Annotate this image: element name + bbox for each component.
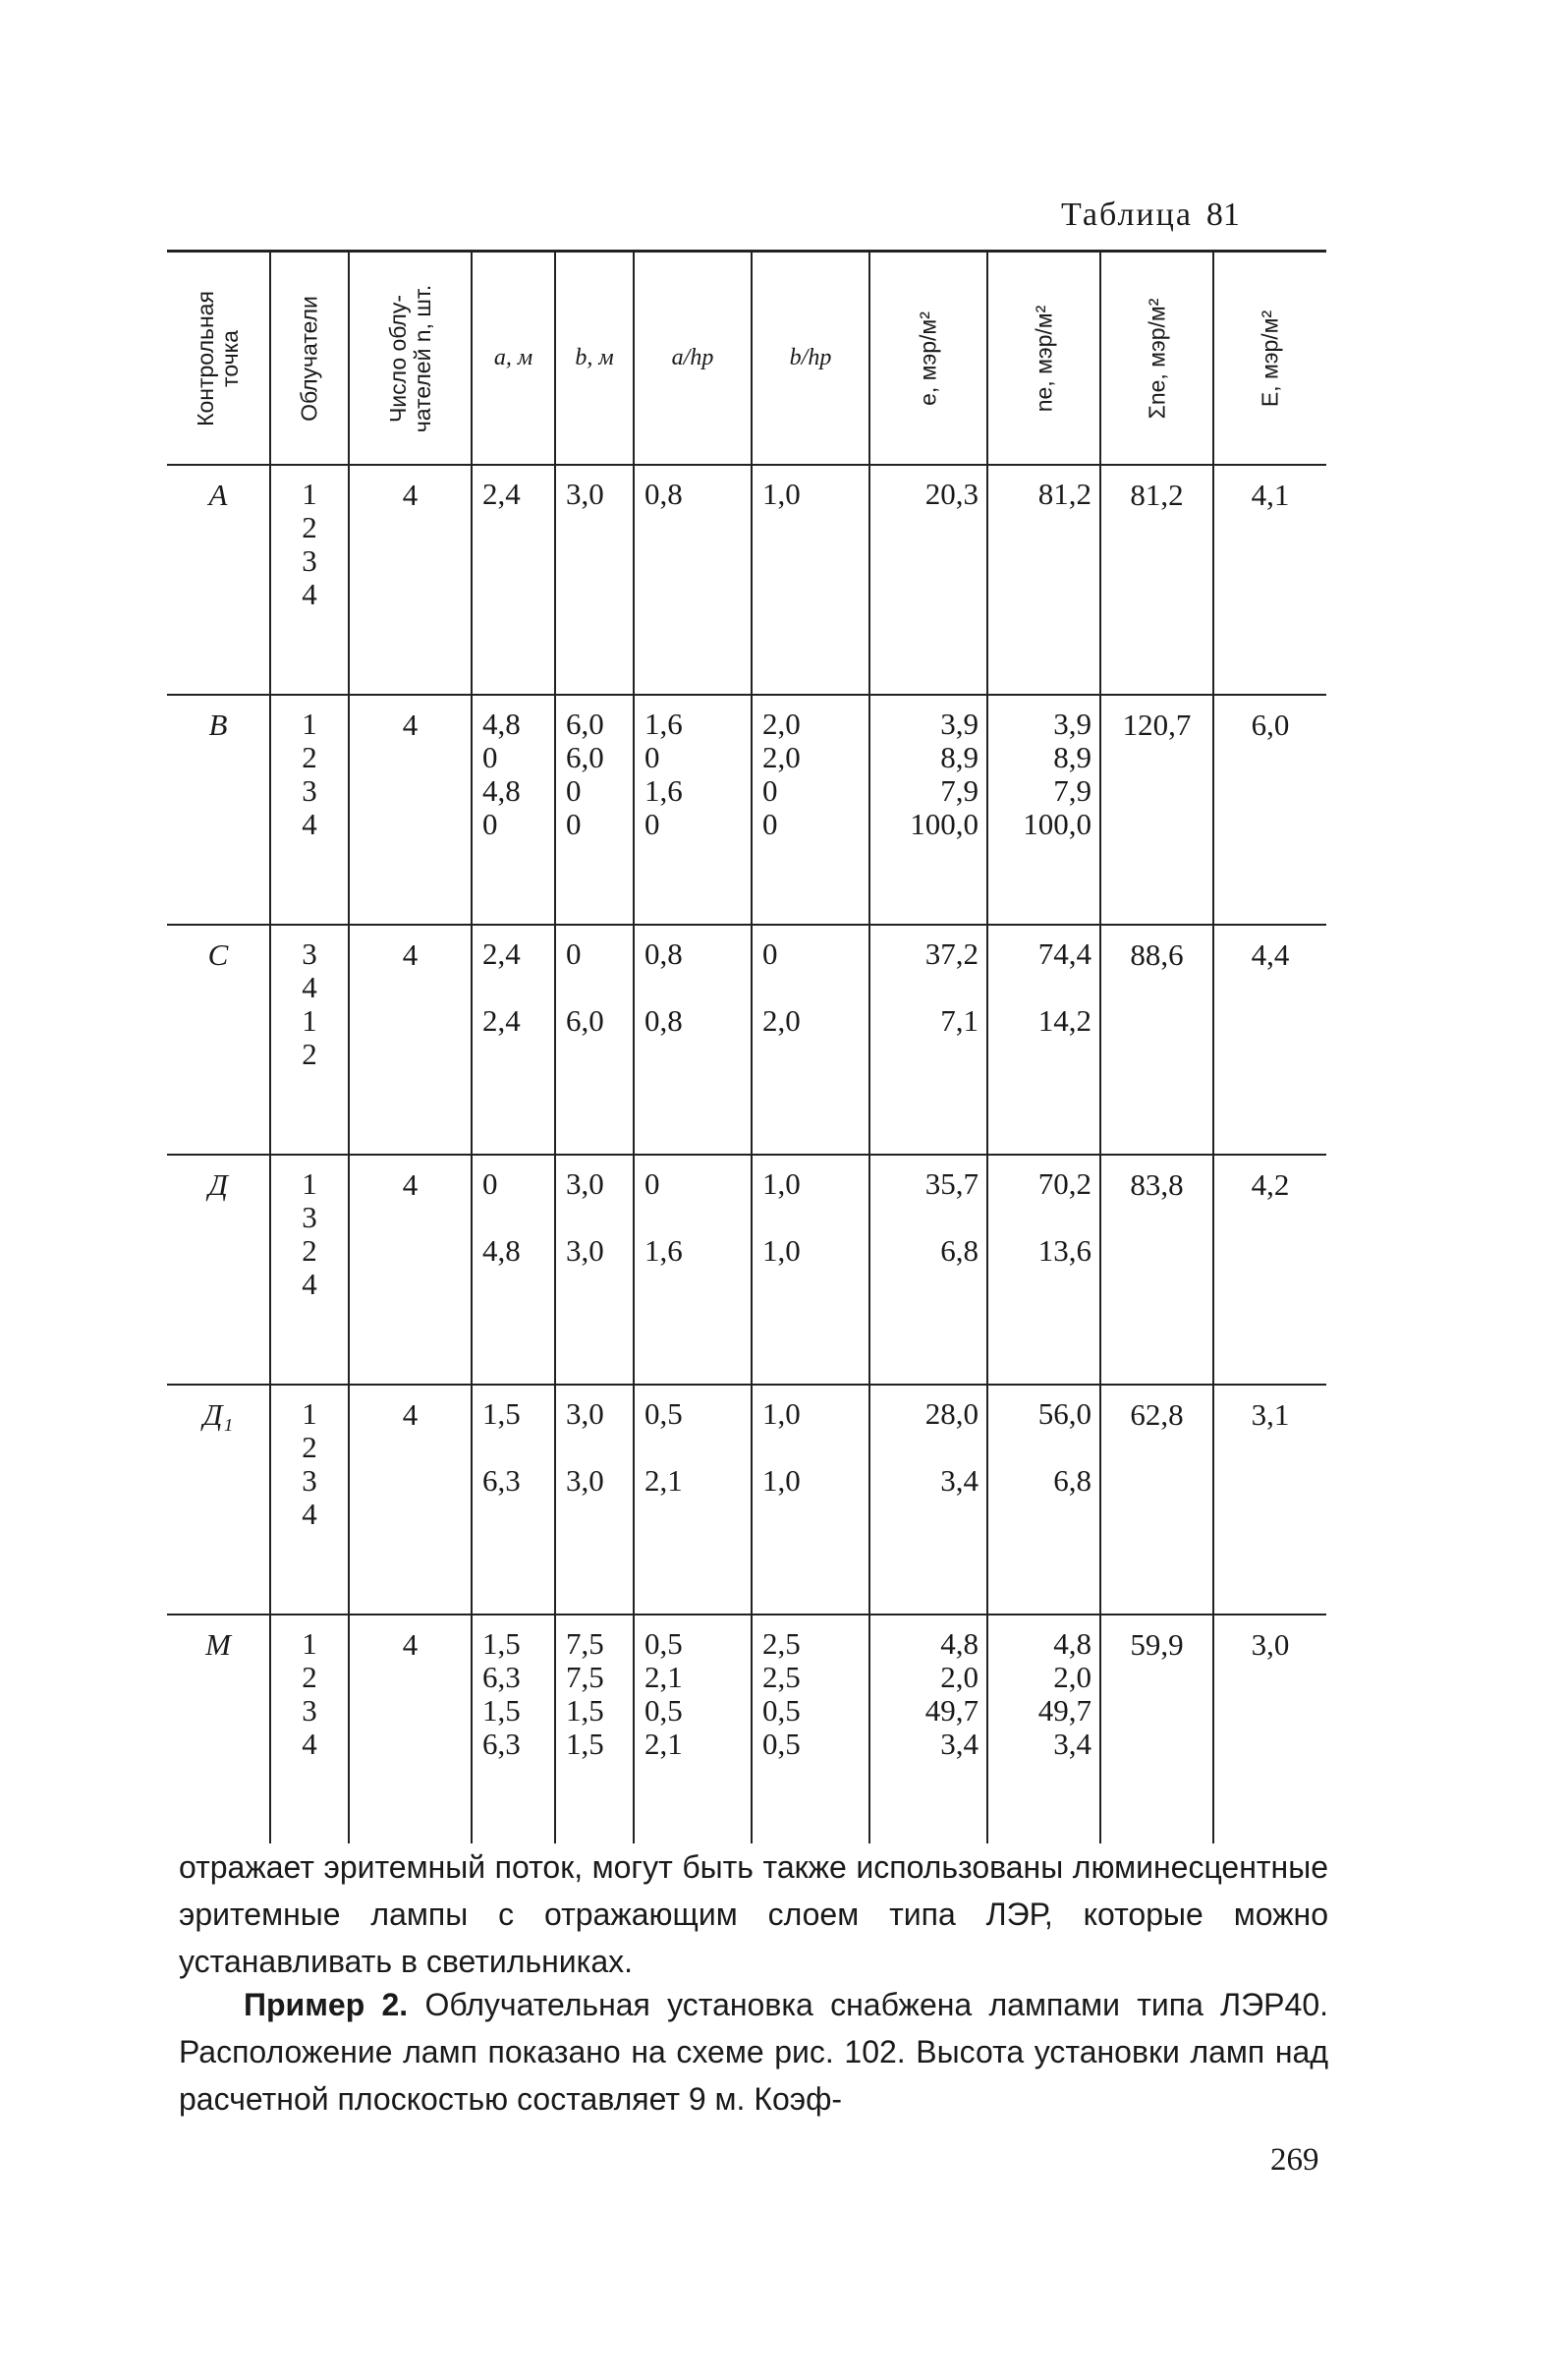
cell-a [472, 1615, 555, 1843]
cell-E: 3,0 [1213, 1615, 1326, 1843]
cell-ne [987, 1615, 1100, 1843]
header-control-point: Контрольная точка [167, 252, 270, 466]
paragraph-2 [179, 1981, 1328, 2123]
table-caption [1061, 197, 1240, 234]
header-E: E, мэр/м² [1213, 252, 1326, 466]
cell-value: 7,5 [566, 1660, 604, 1694]
cell-value: 0 [566, 807, 582, 841]
header-a: a, м [472, 252, 555, 466]
cell-value: 4 [302, 970, 317, 1004]
table-row [167, 1385, 1326, 1615]
cell-control-point: C [167, 925, 270, 1155]
cell-value: 20,3 [924, 477, 979, 511]
cell-value: 49,7 [924, 1693, 979, 1728]
cell-b [555, 1155, 634, 1385]
cell-value: 2 [302, 510, 317, 544]
cell-value: 2,4 [482, 477, 521, 511]
data-table [167, 250, 1326, 1843]
cell-count: 4 [349, 465, 472, 695]
cell-value: 1 [302, 1396, 317, 1431]
cell-value: 0 [762, 807, 778, 841]
cell-value: 2,1 [644, 1727, 683, 1761]
cell-b [555, 1385, 634, 1615]
cell-e [869, 465, 987, 695]
cell-a [472, 465, 555, 695]
cell-value: 1 [302, 477, 317, 511]
cell-value: 0,5 [762, 1727, 801, 1761]
header-irradiators: Облучатели [270, 252, 349, 466]
cell-value: 2,0 [940, 1660, 979, 1694]
cell-value: 3 [302, 1463, 317, 1498]
cell-value: 2,0 [762, 707, 801, 741]
cell-value: 1,5 [482, 1626, 521, 1661]
cell-value: 2 [302, 1430, 317, 1464]
cell-value: 0 [644, 807, 660, 841]
cell-value: 2,0 [1053, 1660, 1091, 1694]
header-b: b, м [555, 252, 634, 466]
cell-value: 6,8 [940, 1233, 979, 1268]
cell-a-hp [634, 1615, 752, 1843]
cell-value: 1,6 [644, 1233, 683, 1268]
cell-value: 1,0 [762, 1166, 801, 1201]
cell-control-point: Д [167, 1155, 270, 1385]
cell-value: 100,0 [910, 807, 979, 841]
cell-b-hp [752, 1615, 869, 1843]
cell-value: 7,9 [1053, 773, 1091, 808]
cell-count: 4 [349, 925, 472, 1155]
cell-ne [987, 1155, 1100, 1385]
cell-value: 0,8 [644, 477, 683, 511]
cell-E: 4,2 [1213, 1155, 1326, 1385]
cell-sum-ne: 120,7 [1100, 695, 1213, 925]
cell-a-hp [634, 1385, 752, 1615]
cell-E: 6,0 [1213, 695, 1326, 925]
cell-value: 37,2 [924, 936, 979, 971]
cell-value: 2,0 [762, 1003, 801, 1038]
cell-a [472, 695, 555, 925]
cell-control-point: B [167, 695, 270, 925]
cell-value: 56,0 [1037, 1396, 1091, 1431]
cell-control-point: A [167, 465, 270, 695]
paragraph-2-text: Облучательная установка снабжена лампами типа ЛЭР40. Расположение ламп показано на схеме рис. 102. Высота установки ламп над расчетной плоскостью составляет 9 м. Коэф- [179, 1987, 1329, 2117]
header-sum-ne: Σne, мэр/м² [1100, 252, 1213, 466]
cell-value: 0 [644, 740, 660, 774]
cell-value: 4 [302, 577, 317, 611]
cell-value: 70,2 [1037, 1166, 1091, 1201]
cell-a-hp [634, 1155, 752, 1385]
cell-value: 2,1 [644, 1463, 683, 1498]
cell-value: 3,0 [566, 1233, 604, 1268]
cell-e [869, 695, 987, 925]
cell-b [555, 1615, 634, 1843]
cell-e [869, 925, 987, 1155]
cell-sum-ne: 81,2 [1100, 465, 1213, 695]
cell-value: 1,6 [644, 773, 683, 808]
cell-value: 49,7 [1037, 1693, 1091, 1728]
cell-a [472, 1385, 555, 1615]
cell-value: 14,2 [1037, 1003, 1091, 1038]
cell-value: 0,5 [644, 1396, 683, 1431]
cell-value: 3 [302, 1693, 317, 1728]
cell-E: 4,4 [1213, 925, 1326, 1155]
cell-value: 2 [302, 1037, 317, 1071]
cell-b-hp [752, 925, 869, 1155]
cell-a-hp [634, 465, 752, 695]
cell-value: 4,8 [940, 1626, 979, 1661]
cell-b-hp [752, 695, 869, 925]
cell-a [472, 925, 555, 1155]
cell-value: 3 [302, 1200, 317, 1234]
cell-value: 2,4 [482, 1003, 521, 1038]
cell-sum-ne: 88,6 [1100, 925, 1213, 1155]
cell-value: 4 [302, 1497, 317, 1531]
cell-e [869, 1385, 987, 1615]
cell-value: 8,9 [940, 740, 979, 774]
table-row [167, 1155, 1326, 1385]
cell-value: 1,5 [566, 1693, 604, 1728]
cell-value: 2,4 [482, 936, 521, 971]
cell-value: 3 [302, 773, 317, 808]
cell-sum-ne: 59,9 [1100, 1615, 1213, 1843]
table-row [167, 925, 1326, 1155]
cell-count: 4 [349, 1155, 472, 1385]
cell-control-point: Д₁ [167, 1385, 270, 1615]
cell-sum-ne: 62,8 [1100, 1385, 1213, 1615]
cell-b-hp [752, 1155, 869, 1385]
cell-irradiators [270, 695, 349, 925]
cell-value: 3,0 [566, 1396, 604, 1431]
cell-value: 4,8 [482, 1233, 521, 1268]
cell-value: 35,7 [924, 1166, 979, 1201]
header-ne: ne, мэр/м² [987, 252, 1100, 466]
table-row [167, 1615, 1326, 1843]
cell-value: 0 [762, 773, 778, 808]
cell-irradiators [270, 465, 349, 695]
cell-value: 4,8 [482, 707, 521, 741]
cell-value: 81,2 [1037, 477, 1091, 511]
cell-value: 2,5 [762, 1626, 801, 1661]
cell-a-hp [634, 925, 752, 1155]
cell-value: 3,0 [566, 477, 604, 511]
cell-value: 1,6 [644, 707, 683, 741]
cell-value: 0 [482, 1166, 498, 1201]
cell-ne [987, 695, 1100, 925]
table-caption-number: 81 [1205, 197, 1240, 233]
cell-value: 6,0 [566, 740, 604, 774]
cell-b [555, 465, 634, 695]
cell-irradiators [270, 925, 349, 1155]
cell-value: 2,5 [762, 1660, 801, 1694]
table-header-row [167, 252, 1326, 466]
cell-value: 6,3 [482, 1463, 521, 1498]
cell-value: 6,0 [566, 1003, 604, 1038]
cell-value: 0,8 [644, 1003, 683, 1038]
cell-value: 4,8 [1053, 1626, 1091, 1661]
cell-value: 6,3 [482, 1660, 521, 1694]
cell-value: 7,5 [566, 1626, 604, 1661]
cell-count: 4 [349, 1385, 472, 1615]
cell-a [472, 1155, 555, 1385]
cell-value: 3,4 [1053, 1727, 1091, 1761]
cell-value: 4 [302, 807, 317, 841]
cell-value: 0 [644, 1166, 660, 1201]
cell-value: 2 [302, 740, 317, 774]
cell-value: 6,3 [482, 1727, 521, 1761]
cell-value: 7,1 [940, 1003, 979, 1038]
cell-b [555, 925, 634, 1155]
page-number: 269 [1270, 2142, 1319, 2178]
table-row [167, 465, 1326, 695]
cell-irradiators [270, 1615, 349, 1843]
cell-control-point: M [167, 1615, 270, 1843]
cell-value: 100,0 [1023, 807, 1091, 841]
table-caption-label: Таблица [1061, 197, 1193, 233]
cell-ne [987, 1385, 1100, 1615]
cell-value: 1,0 [762, 1396, 801, 1431]
cell-value: 6,0 [566, 707, 604, 741]
cell-value: 2,0 [762, 740, 801, 774]
cell-value: 2,1 [644, 1660, 683, 1694]
header-e: e, мэр/м² [869, 252, 987, 466]
cell-value: 7,9 [940, 773, 979, 808]
cell-b [555, 695, 634, 925]
cell-value: 0 [482, 807, 498, 841]
cell-value: 4 [302, 1727, 317, 1761]
cell-value: 1 [302, 707, 317, 741]
cell-value: 1 [302, 1626, 317, 1661]
paragraph-1: отражает эритемный поток, могут быть также использованы люминесцентные эритемные лампы с отражающим слоем типа ЛЭР, которые можно устанавливать в светильниках. [179, 1849, 1328, 1979]
cell-value: 13,6 [1037, 1233, 1091, 1268]
cell-value: 1,5 [482, 1693, 521, 1728]
table-row [167, 695, 1326, 925]
cell-value: 1,5 [566, 1727, 604, 1761]
cell-value: 1 [302, 1166, 317, 1201]
cell-irradiators [270, 1385, 349, 1615]
cell-value: 3,4 [940, 1727, 979, 1761]
cell-value: 0 [762, 936, 778, 971]
cell-a-hp [634, 695, 752, 925]
cell-count: 4 [349, 695, 472, 925]
cell-value: 1,0 [762, 1233, 801, 1268]
header-b-hp: b/hр [752, 252, 869, 466]
cell-value: 6,8 [1053, 1463, 1091, 1498]
cell-value: 8,9 [1053, 740, 1091, 774]
cell-ne [987, 465, 1100, 695]
cell-value: 2 [302, 1660, 317, 1694]
cell-value: 4 [302, 1267, 317, 1301]
header-a-hp: a/hp [634, 252, 752, 466]
cell-irradiators [270, 1155, 349, 1385]
cell-value: 3,9 [940, 707, 979, 741]
cell-value: 3 [302, 936, 317, 971]
cell-b-hp [752, 1385, 869, 1615]
cell-value: 0,8 [644, 936, 683, 971]
example-label: Пример 2. [244, 1987, 409, 2022]
cell-value: 3 [302, 543, 317, 578]
cell-value: 0,5 [762, 1693, 801, 1728]
cell-value: 0,5 [644, 1693, 683, 1728]
cell-ne [987, 925, 1100, 1155]
cell-e [869, 1615, 987, 1843]
header-irradiator-count: Число облу- чателей n, шт. [349, 252, 472, 466]
cell-value: 3,0 [566, 1166, 604, 1201]
cell-value: 2 [302, 1233, 317, 1268]
cell-sum-ne: 83,8 [1100, 1155, 1213, 1385]
cell-E: 4,1 [1213, 465, 1326, 695]
cell-value: 1,5 [482, 1396, 521, 1431]
cell-E: 3,1 [1213, 1385, 1326, 1615]
cell-value: 4,8 [482, 773, 521, 808]
cell-value: 1 [302, 1003, 317, 1038]
cell-b-hp [752, 465, 869, 695]
cell-value: 1,0 [762, 477, 801, 511]
cell-value: 0 [566, 936, 582, 971]
table-body [167, 465, 1326, 1843]
cell-value: 28,0 [924, 1396, 979, 1431]
cell-value: 0,5 [644, 1626, 683, 1661]
cell-e [869, 1155, 987, 1385]
cell-value: 3,0 [566, 1463, 604, 1498]
cell-value: 3,9 [1053, 707, 1091, 741]
cell-value: 0 [566, 773, 582, 808]
cell-value: 1,0 [762, 1463, 801, 1498]
cell-value: 3,4 [940, 1463, 979, 1498]
cell-count: 4 [349, 1615, 472, 1843]
cell-value: 74,4 [1037, 936, 1091, 971]
cell-value: 0 [482, 740, 498, 774]
